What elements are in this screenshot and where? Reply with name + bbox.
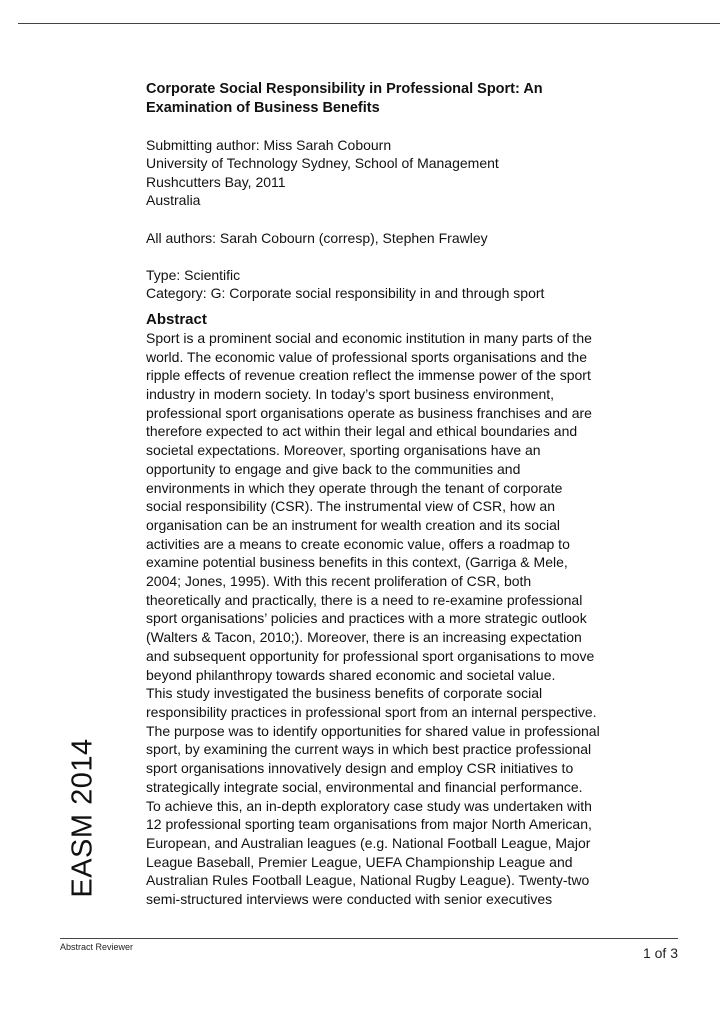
spacer (146, 210, 686, 229)
abstract-line: sport organisations innovatively design and employ CSR initiatives to (146, 760, 574, 777)
abstract-line: ripple effects of revenue creation reflect the immense power of the sport (146, 367, 591, 384)
abstract-line: strategically integrate social, environmental and financial performance. (146, 778, 583, 795)
abstract-line: responsibility practices in professional sport from an internal perspective. (146, 704, 597, 720)
title-line: Corporate Social Responsibility in Professional Sport: An (146, 81, 543, 97)
conference-side-label: EASM 2014 (66, 738, 99, 898)
abstract-line: and subsequent opportunity for professional sport organisations to move (146, 647, 595, 664)
all-authors: All authors: Sarah Cobourn (corresp), Stephen Frawley (146, 229, 488, 246)
title-line: Examination of Business Benefits (146, 99, 380, 116)
footer-reviewer-label: Abstract Reviewer (60, 942, 134, 952)
institution: University of Technology Sydney, School of Management (146, 155, 499, 172)
abstract-line: theoretically and practically, there is a need to re-examine professional (146, 591, 583, 608)
meta-block (146, 266, 686, 303)
page-number: 1 of 3 (642, 945, 678, 961)
abstract-line: professional sport organisations operate as business franchises and are (146, 404, 592, 421)
abstract-line: activities are a means to create economic value, offers a roadmap to (146, 535, 570, 552)
abstract-line: examine potential business benefits in this context, (Garriga & Mele, (146, 554, 568, 571)
spacer (146, 247, 686, 266)
abstract-line: 12 professional sporting team organisations from major North American, (146, 816, 592, 833)
abstract-line: 2004; Jones, 1995). With this recent proliferation of CSR, both (146, 573, 532, 590)
abstract-line: League Baseball, Premier League, UEFA Championship League and (146, 853, 573, 870)
abstract-line: social responsibility (CSR). The instrumental view of CSR, how an (146, 498, 556, 515)
abstract-line: societal expectations. Moreover, sporting organisations have an (146, 442, 541, 459)
abstract-line: therefore expected to act within their legal and ethical boundaries and (146, 423, 578, 440)
abstract-line: beyond philanthropy towards shared economic and societal value. (146, 666, 556, 683)
abstract-line: sport organisations’ policies and practices with a more strategic outlook (146, 610, 587, 627)
abstract-line: opportunity to engage and give back to the communities and (146, 460, 521, 477)
document-content (146, 80, 686, 909)
submission-category: Category: G: Corporate social responsibility in and through sport (146, 285, 545, 302)
document-title (146, 80, 686, 117)
abstract-line: industry in modern society. In today’s sport business environment, (146, 386, 555, 403)
all-authors-block (146, 229, 686, 248)
footer-rule (60, 938, 678, 939)
submission-type: Type: Scientific (146, 266, 241, 283)
abstract-body (146, 329, 686, 909)
abstract-line: (Walters & Tacon, 2010;). Moreover, there is an increasing expectation (146, 629, 582, 646)
author-block (146, 136, 686, 210)
abstract-line: sport, by examining the current ways in which best practice professional (146, 741, 592, 758)
abstract-line: European, and Australian leagues (e.g. National Football League, Major (146, 834, 591, 851)
abstract-line: Australian Rules Football League, National Rugby League). Twenty-two (146, 872, 590, 889)
abstract-line: environments in which they operate through the tenant of corporate (146, 479, 563, 496)
location: Rushcutters Bay, 2011 (146, 173, 286, 190)
spacer (146, 117, 686, 136)
abstract-line: organisation can be an instrument for wealth creation and its social (146, 516, 561, 533)
abstract-line: world. The economic value of professional sports organisations and the (146, 348, 587, 365)
abstract-line: This study investigated the business benefits of corporate social (146, 685, 543, 702)
country: Australia (146, 192, 201, 209)
abstract-line: semi-structured interviews were conducted with senior executives (146, 891, 553, 908)
abstract-line: To achieve this, an in-depth exploratory case study was undertaken with (146, 797, 592, 814)
abstract-heading: Abstract (146, 310, 207, 328)
abstract-line: Sport is a prominent social and economic institution in many parts of the (146, 329, 592, 346)
top-rule (18, 23, 720, 24)
submitting-author: Submitting author: Miss Sarah Cobourn (146, 136, 392, 153)
abstract-line: The purpose was to identify opportunities for shared value in professional (146, 722, 600, 739)
